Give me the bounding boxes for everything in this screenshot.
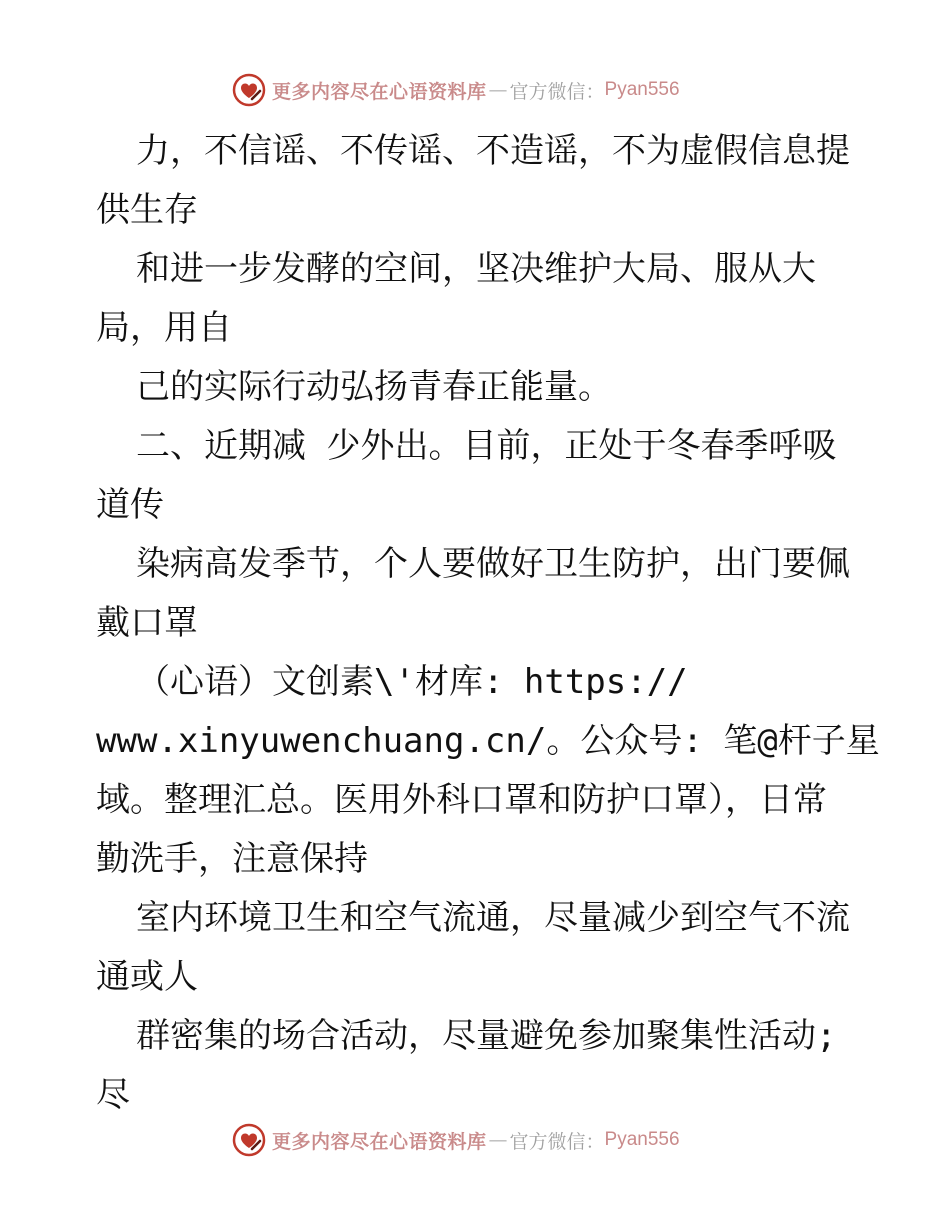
body-line: 和进一步发酵的空间，坚决维护大局、服从大 bbox=[136, 249, 816, 289]
footer-separator: — bbox=[488, 1129, 508, 1151]
body-line: 二、近期减 少外出。目前，正处于冬春季呼吸 bbox=[136, 426, 837, 466]
footer-banner bbox=[232, 1122, 752, 1158]
body-line: 供生存 bbox=[96, 190, 198, 230]
body-line: 群密集的场合活动，尽量避免参加聚集性活动; bbox=[136, 1016, 837, 1056]
header-separator: — bbox=[488, 79, 508, 101]
header-wechat-id: Pyan556 bbox=[604, 79, 680, 100]
heart-pen-logo-icon bbox=[232, 1123, 266, 1157]
footer-wechat-label: 官方微信： bbox=[509, 1130, 605, 1153]
body-line: 勤洗手，注意保持 bbox=[96, 839, 368, 879]
header-wechat-label: 官方微信： bbox=[509, 80, 605, 103]
body-line: 室内环境卫生和空气流通，尽量减少到空气不流 bbox=[136, 898, 850, 938]
body-line: 染病高发季节，个人要做好卫生防护，出门要佩 bbox=[136, 544, 850, 584]
header-brand-text: 更多内容尽在心语资料库 bbox=[272, 80, 487, 103]
body-line: 通或人 bbox=[96, 957, 198, 997]
body-line: 道传 bbox=[96, 485, 164, 525]
body-line: 尽 bbox=[96, 1075, 130, 1115]
header-banner bbox=[232, 72, 752, 108]
body-line: 己的实际行动弘扬青春正能量。 bbox=[136, 367, 612, 407]
body-line: 力，不信谣、不传谣、不造谣，不为虚假信息提 bbox=[136, 131, 850, 171]
heart-pen-logo-icon bbox=[232, 73, 266, 107]
body-line: 戴口罩 bbox=[96, 603, 198, 643]
body-line: 局，用自 bbox=[96, 308, 232, 348]
body-line: 域。整理汇总。医用外科口罩和防护口罩），日常 bbox=[96, 780, 827, 820]
body-line: （心语）文创素\'材库: https:// bbox=[136, 662, 688, 702]
document-body bbox=[96, 122, 880, 1125]
footer-wechat-id: Pyan556 bbox=[604, 1129, 680, 1150]
body-line: www.xinyuwenchuang.cn/。公众号: 笔@杆子星 bbox=[96, 721, 880, 761]
footer-brand-text: 更多内容尽在心语资料库 bbox=[272, 1130, 487, 1153]
